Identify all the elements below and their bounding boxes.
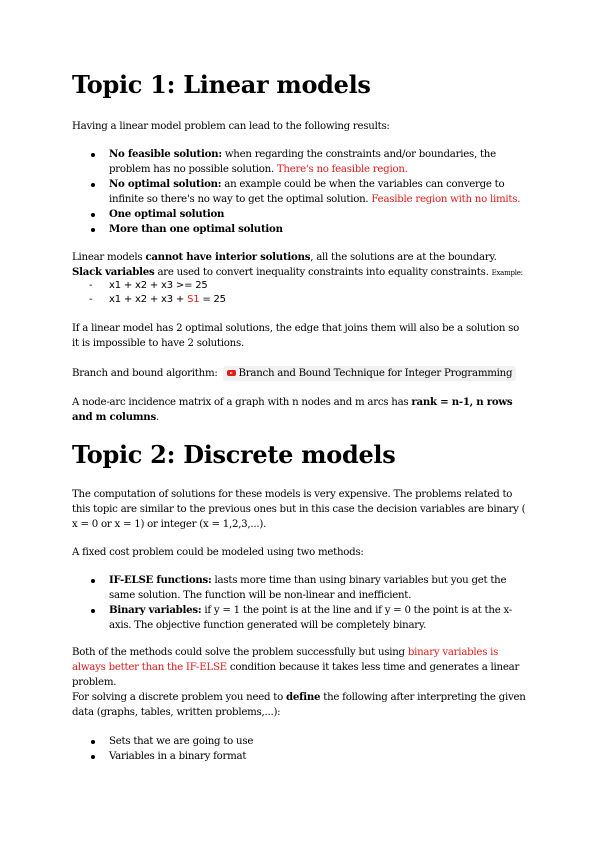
equation: x1 + x2 + x3 + bbox=[109, 294, 188, 305]
node-arc-bold: rank = n-1, n rows and m columns bbox=[72, 396, 513, 423]
result-item bbox=[72, 147, 528, 177]
dash-bullet: - bbox=[89, 294, 93, 305]
example-list bbox=[72, 279, 528, 307]
dash-bullet: - bbox=[89, 280, 93, 291]
method-item bbox=[72, 573, 528, 603]
result-text: when regarding the constraints and/or boundaries, the problem has no possible solution. bbox=[109, 149, 496, 175]
slack-term: Slack variables bbox=[72, 266, 155, 278]
method-item bbox=[72, 603, 528, 633]
define-post: the following after interpreting the given data (graphs, tables, written problems,...): bbox=[72, 692, 526, 718]
example-line bbox=[72, 293, 528, 307]
both-pre: Both of the methods could solve the problem successfully but using bbox=[72, 647, 408, 658]
topic-1-intro: Having a linear model problem can lead to the following results: bbox=[72, 121, 390, 132]
method-text: lasts more time than using binary variables but you get the same solution. The function will be non-linear and inefficient. bbox=[109, 575, 507, 601]
result-term: One optimal solution bbox=[109, 208, 225, 220]
result-term: No optimal solution: bbox=[109, 178, 222, 190]
both-methods-paragraph bbox=[72, 645, 528, 690]
define-item: Variables in a binary format bbox=[72, 749, 528, 764]
slack-text: are used to convert inequality constraints into equality constraints. bbox=[154, 267, 492, 278]
methods-list bbox=[72, 573, 528, 633]
node-arc-post: . bbox=[155, 412, 159, 423]
result-term: More than one optimal solution bbox=[109, 223, 283, 235]
equation-rhs: = 25 bbox=[199, 294, 226, 305]
example-label: Example: bbox=[491, 269, 523, 277]
both-highlight: binary variables is always better than the IF-ELSE bbox=[72, 647, 499, 673]
topic-1-heading: Topic 1: Linear models bbox=[72, 70, 371, 99]
result-note: Feasible region with no limits. bbox=[371, 194, 521, 205]
result-term: No feasible solution: bbox=[109, 148, 222, 160]
define-bold: define bbox=[286, 691, 321, 703]
example-line bbox=[72, 279, 528, 293]
result-item bbox=[72, 207, 528, 222]
video-link-chip[interactable] bbox=[223, 366, 517, 381]
video-link-title: Branch and Bound Technique for Integer Programming bbox=[238, 368, 513, 379]
topic-2-intro: The computation of solutions for these models is very expensive. The problems related to this topic are similar to the previous ones but in this case the decision variables are binary ( x = 0 or x = 1) or integer (x = 1,2,3,...). bbox=[72, 489, 526, 530]
interior-bold: cannot have interior solutions bbox=[145, 251, 311, 263]
branch-label: Branch and bound algorithm: bbox=[72, 368, 221, 379]
branch-bound-paragraph bbox=[72, 366, 528, 381]
slack-variable: S1 bbox=[187, 294, 200, 305]
equation: x1 + x2 + x3 >= 25 bbox=[109, 280, 208, 291]
interior-solutions-paragraph bbox=[72, 250, 528, 281]
result-note: There's no feasible region. bbox=[276, 164, 408, 175]
define-item: Sets that we are going to use bbox=[72, 734, 528, 749]
results-list bbox=[72, 147, 528, 237]
define-pre: For solving a discrete problem you need to bbox=[72, 692, 287, 703]
result-text: an example could be when the variables can converge to infinite so there's no way to get the optimal solution. bbox=[109, 179, 505, 205]
youtube-icon bbox=[227, 370, 236, 376]
two-optimal-paragraph: If a linear model has 2 optimal solutions, the edge that joins them will also be a solution so it is impossible to have 2 solutions. bbox=[72, 323, 520, 349]
both-post: condition because it takes less time and generates a linear problem. bbox=[72, 662, 520, 688]
method-term: Binary variables: bbox=[109, 604, 202, 616]
topic-2-heading: Topic 2: Discrete models bbox=[72, 440, 396, 469]
define-list bbox=[72, 734, 528, 764]
result-item bbox=[72, 222, 528, 237]
fixed-cost-paragraph: A fixed cost problem could be modeled using two methods: bbox=[72, 547, 364, 558]
define-paragraph bbox=[72, 690, 528, 720]
interior-pre: Linear models bbox=[72, 252, 146, 263]
node-arc-paragraph bbox=[72, 395, 528, 425]
interior-post: , all the solutions are at the boundary. bbox=[310, 252, 497, 263]
method-text: if y = 1 the point is at the line and if y = 0 the point is at the x-axis. The objective function generated will be completely binary. bbox=[109, 605, 512, 631]
method-term: IF-ELSE functions: bbox=[109, 574, 212, 586]
result-item bbox=[72, 177, 528, 207]
node-arc-pre: A node-arc incidence matrix of a graph with n nodes and m arcs has bbox=[72, 397, 412, 408]
